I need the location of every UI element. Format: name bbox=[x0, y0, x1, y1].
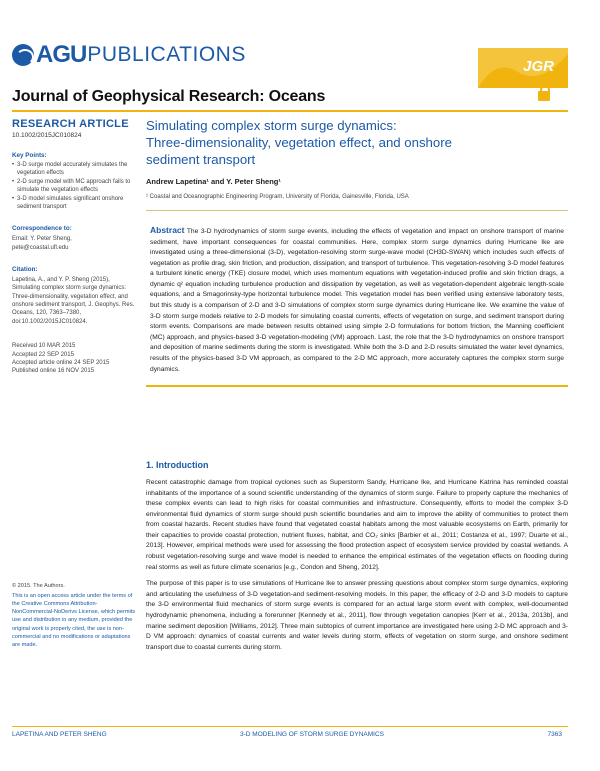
publication-dates bbox=[12, 342, 138, 376]
citation-heading: Citation: bbox=[12, 266, 38, 274]
authors: Andrew Lapetina¹ and Y. Peter Sheng¹ bbox=[146, 176, 281, 186]
paper-title-line: sediment transport bbox=[146, 151, 256, 167]
abstract-heading: Abstract bbox=[150, 225, 185, 235]
jgr-badge-text: JGR bbox=[523, 58, 554, 75]
citation-text: Lapetina, A., and Y. P. Sheng (2015), Simulating complex storm surge dynamics: Three-dimensionality, vegetation effect, and onshore sediment transport, J. Geophys. Res. Oceans, 120, 7363–7380, doi:10.1002/2015JC010824. bbox=[12, 276, 135, 325]
affiliation: ¹ Coastal and Oceanographic Engineering Program, University of Florida, Gainesville, Florida, USA bbox=[146, 194, 568, 211]
paper-title-line: Simulating complex storm surge dynamics: bbox=[146, 118, 397, 133]
license-text[interactable]: This is an open access article under the terms of the Creative Commons Attribution-NonCommercial-NoDerivs License, which permits use and distribution in any medium, provided the original work is properly cited, the use is non-commercial and no modifications or adaptations are made. bbox=[12, 593, 136, 648]
intro-paragraph-2: The purpose of this paper is to use simulations of Hurricane Ike to answer pressing questions about complex storm surge dynamics, exploring and articulating the usefulness of 3-D vegetation-and sediment-resolving models. In this paper, the efficacy of 2-D and 3-D models to capture the 3-D environmental fluid mechanics of storm surge events is compared for an actual large storm event with complex, well-documented hydrodynamic phenomena, including a forerunner [Kennedy et al., 2011], flow through vegetation canopies [Kerr et al., 2013a, 2013b], and marine sediment deposition [Williams, 2012]. Three main subtopics of current importance are investigated here using 2-D MC approach and 3-D VM approach: dynamics of coastal currents and water levels during storm, effects of vegetation on storm surge, and onshore sediment transport due to coastal currents during storm. bbox=[146, 580, 568, 651]
correspondence-heading: Correspondence to: bbox=[12, 225, 72, 233]
key-point: • 3-D surge model accurately simulates the vegetation effects bbox=[12, 161, 138, 178]
footer-running-title: 3-D MODELING OF STORM SURGE DYNAMICS bbox=[240, 731, 384, 738]
logo-publications-text: PUBLICATIONS bbox=[87, 43, 246, 66]
date-received: Received 10 MAR 2015 bbox=[12, 343, 76, 350]
paper-title-line: Three-dimensionality, vegetation effect, and onshore bbox=[146, 134, 452, 150]
header-divider bbox=[12, 110, 568, 112]
date-published: Published online 16 NOV 2015 bbox=[12, 368, 95, 375]
article-header bbox=[146, 118, 568, 211]
date-online: Accepted article online 24 SEP 2015 bbox=[12, 359, 110, 366]
lock-icon bbox=[538, 91, 550, 101]
logo-agu-text: AGU bbox=[36, 41, 87, 68]
introduction-body bbox=[146, 478, 568, 653]
article-type: RESEARCH ARTICLE bbox=[12, 118, 129, 130]
key-points-list bbox=[12, 161, 138, 211]
footer-divider bbox=[12, 726, 568, 727]
date-accepted: Accepted 22 SEP 2015 bbox=[12, 351, 74, 358]
doi-link[interactable]: 10.1002/2015JC010824 bbox=[12, 132, 82, 140]
intro-paragraph-1: Recent catastrophic damage from tropical cyclones such as Superstorm Sandy, Hurricane Ike, and Hurricane Katrina has reminded coastal inhabitants of the importance of a sound scientific understanding of the dynamics of storm surge. Failure to properly capture the mechanics of these complex events can lead to high risks for coastal communities and infrastructure. Consequently, efforts to model the complex 3-D environmental fluid dynamics of storm surge should push scientific boundaries and aim to improve the ability of communities to protect them from coastal hazards. Recent studies have found that vegetated coastal habitats among the most valuable ecosystems on Earth, primarily for their capacities to provide coastal protection, nutrient fluxes, habitat, and CO₂ sinks [Barbier et al., 2011; Costanza et al., 1997; Duarte et al., 2013]. However, empirical methods were used for assessing the flood protection aspect of ecosystem service provided by coastal wetlands. A robust vegetation-resolving surge and wave model is needed to enhance the empirical estimates of the vegetation effects on flooding during real storms as well as future climate scenarios [e.g., Condon and Sheng, 2012]. bbox=[146, 479, 568, 571]
abstract-paragraph bbox=[150, 224, 564, 375]
abstract-text: The 3-D hydrodynamics of storm surge events, including the effects of vegetation and impact on onshore transport of marine sediment, have important consequences for coastal communities. Here, complex storm surge dynamics during Hurricane Ike are investigated using a three-dimensional (3-D), vegetation-resolving storm surge-wave model (CH3D-SWAN) which includes such effects of vegetation as profile drag, skin friction, and production, dissipation, and transport of turbulence. This vegetation-resolving 3-D model features a turbulent kinetic energy (TKE) closure model, which uses momentum equations with vegetation-induced profile and skin friction drags, a dynamic q² equation including turbulence production and dissipation by vegetation, as well as vegetation-dependent algebraic length-scale equations, and a Smagorinsky-type horizontal turbulence model. This vegetation model has been verified using extensive laboratory tests, but this study is a comparison of 2-D and 3-D simulations of complex storm surge dynamics during Hurricane Ike. We examine the value of 3-D storm surge models relative to 2-D models for simulating coastal currents, effects of vegetation on surge, and sediment transport during storm events. Comparisons are made between results obtained using simple 2-D formulations for bottom friction, the Manning coefficient (MC) approach, and physics-based 3-D vegetation-modeling (VM) approach. Last, the role that the 3-D hydrodynamics on onshore transport and deposition of marine sediments during the storm is investigated. While both the 3-D and 2-D results simulated the water level dynamics, results of the physics-based 3-D VM approach, as compared to the 2-D MC approach, more accurately captures the complex storm surge dynamics. bbox=[150, 228, 564, 373]
paper-title bbox=[146, 118, 568, 169]
footer-authors: LAPETINA AND PETER SHENG bbox=[12, 731, 107, 738]
jgr-badge[interactable] bbox=[478, 48, 568, 88]
key-point: • 2-D surge model with MC approach fails to simulate the vegetation effects bbox=[12, 178, 138, 195]
agu-globe-icon bbox=[12, 44, 34, 66]
copyright: © 2015. The Authors. bbox=[12, 583, 65, 589]
key-point: • 3-D model simulates significant onshore sediment transport bbox=[12, 195, 138, 212]
introduction-heading: 1. Introduction bbox=[146, 460, 209, 470]
sidebar bbox=[12, 118, 138, 376]
page-number: 7363 bbox=[547, 731, 562, 738]
correspondence-email: Email: Y. Peter Sheng, bbox=[12, 236, 72, 243]
correspondence-address[interactable]: pete@coastal.ufl.edu bbox=[12, 244, 69, 251]
key-points-heading: Key Points: bbox=[12, 152, 47, 160]
journal-title: Journal of Geophysical Research: Oceans bbox=[12, 88, 326, 105]
license-block bbox=[12, 582, 138, 649]
abstract bbox=[146, 220, 568, 387]
agu-publications-logo[interactable] bbox=[12, 40, 246, 70]
